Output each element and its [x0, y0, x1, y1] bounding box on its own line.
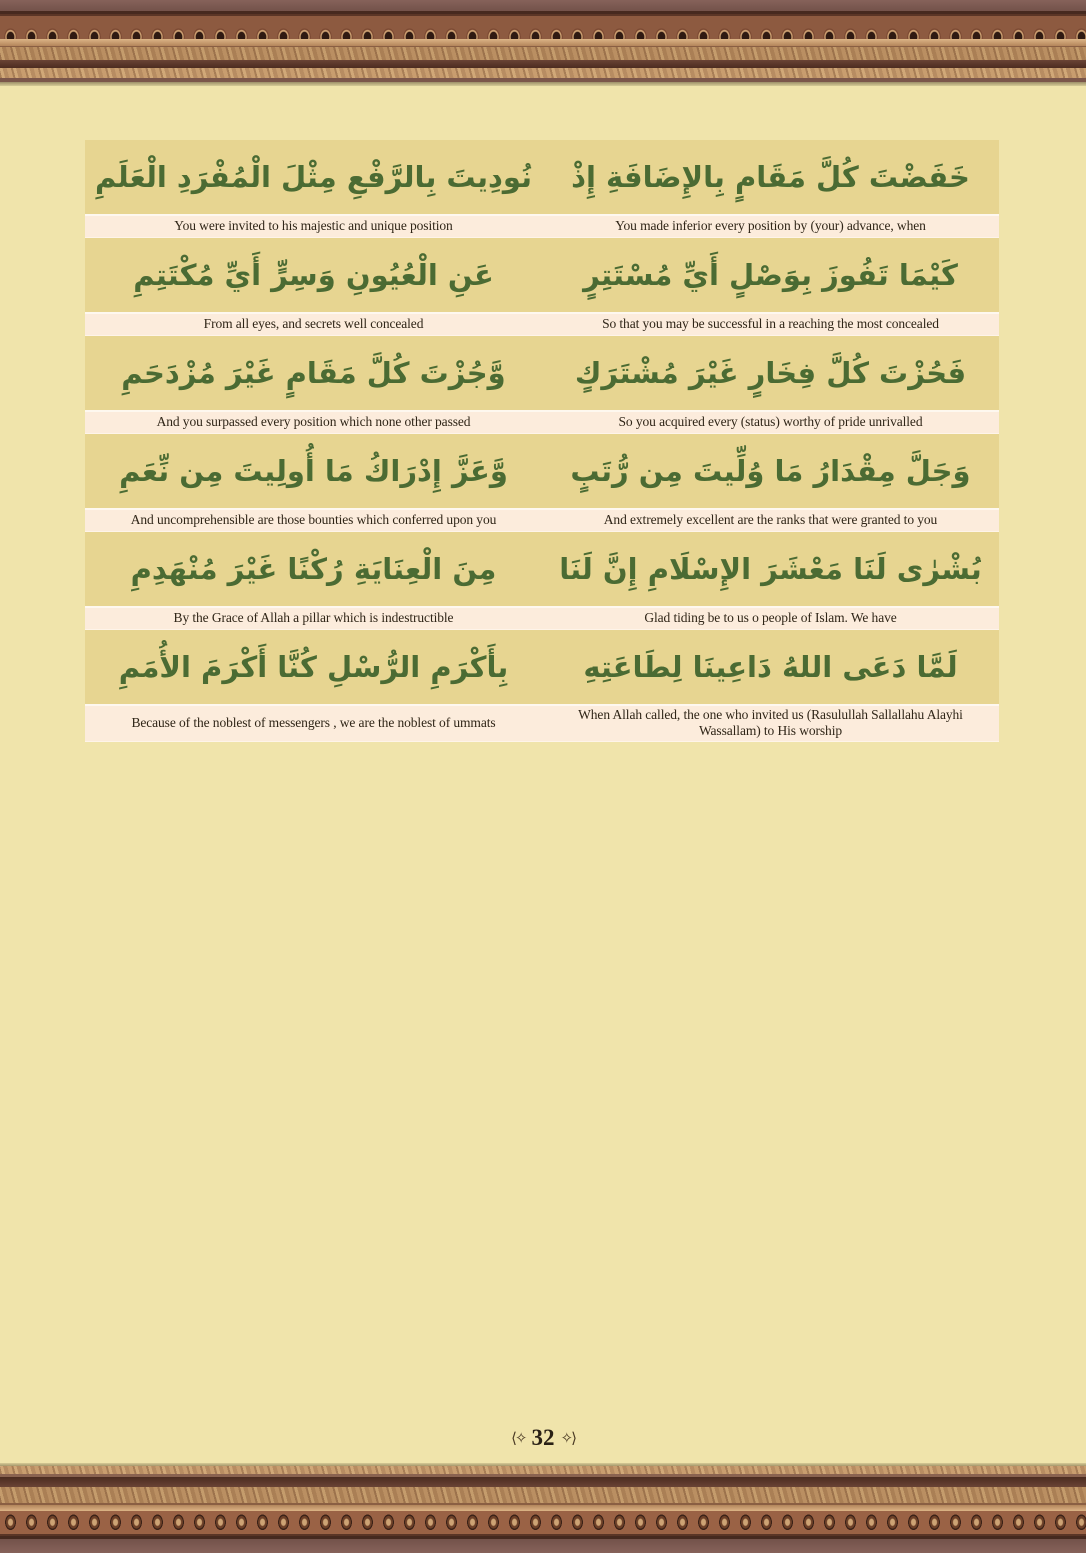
frame-tan-band [0, 1466, 1086, 1474]
arabic-verse-band [85, 140, 999, 214]
frame-page-edge [0, 82, 1086, 86]
translation-first: And extremely excellent are the ranks that were granted to you [603, 512, 938, 527]
frame-egg-and-dart-pattern [0, 1511, 1086, 1536]
translation-second: And uncomprehensible are those bounties which conferred upon you [130, 512, 497, 527]
translation-band [85, 704, 999, 742]
frame-dark-band [0, 1477, 1086, 1487]
arabic-verse-band [85, 532, 999, 606]
page-number [0, 1425, 1086, 1451]
ornate-frame-top [0, 0, 1086, 86]
translation-second: By the Grace of Allah a pillar which is indestructible [173, 610, 454, 625]
translation-first: When Allah called, the one who invited us (Rasulullah Sallallahu Alayhi Wassallam) to His worship [578, 707, 963, 738]
translation-second: You were invited to his majestic and unique position [174, 218, 453, 233]
arabic-verse-band [85, 630, 999, 704]
translation-second: From all eyes, and secrets well concealed [203, 316, 424, 331]
translation-second: And you surpassed every position which none other passed [156, 414, 471, 429]
arabic-hemistich-first: وَجَلَّ مِقْدَارُ مَا وُلِّيتَ مِن رُّتَبٍ [570, 454, 971, 488]
verse-row [85, 140, 999, 238]
arabic-verse-band [85, 434, 999, 508]
verse-row [85, 238, 999, 336]
frame-arcade-pattern [0, 14, 1086, 39]
page-number-ornament-right: ✧⟩ [560, 1431, 575, 1447]
arabic-hemistich-first: كَيْمَا تَفُوزَ بِوَصْلٍ أَيِّ مُسْتَتِرٍ [583, 258, 958, 292]
arabic-hemistich-first: لَمَّا دَعَى اللهُ دَاعِينَا لِطَاعَتِهِ [583, 650, 958, 684]
verse-row [85, 630, 999, 742]
frame-molding [0, 39, 1086, 46]
verse-table [85, 140, 999, 742]
translation-first: Glad tiding be to us o people of Islam. We have [644, 610, 897, 625]
arabic-verse-band [85, 238, 999, 312]
frame-flat-band [0, 0, 1086, 14]
frame-flat-band [0, 1539, 1086, 1553]
ornate-frame-bottom [0, 1463, 1086, 1553]
arabic-hemistich-first: خَفَضْتَ كُلَّ مَقَامٍ بِالإِضَافَةِ إِذْ [571, 160, 970, 194]
translation-first: So you acquired every (status) worthy of pride unrivalled [618, 414, 923, 429]
translation-band [85, 606, 999, 630]
arabic-hemistich-first: بُشْرٰى لَنَا مَعْشَرَ الإِسْلَامِ إِنَّ لَنَا [559, 552, 982, 586]
arabic-hemistich-second: نُودِيتَ بِالرَّفْعِ مِثْلَ الْمُفْرَدِ الْعَلَمِ [95, 160, 532, 194]
frame-tan-band [0, 68, 1086, 78]
verse-row [85, 434, 999, 532]
page-number-value: 32 [531, 1425, 555, 1450]
arabic-hemistich-first: فَحُزْتَ كُلَّ فِخَارٍ غَيْرَ مُشْتَرَكٍ [574, 356, 967, 390]
translation-band [85, 508, 999, 532]
verse-row [85, 336, 999, 434]
arabic-hemistich-second: وَّجُزْتَ كُلَّ مَقَامٍ غَيْرَ مُزْدَحَمِ [121, 356, 506, 390]
frame-gold-band [0, 1487, 1086, 1505]
page-number-ornament-left: ⟨✧ [511, 1431, 526, 1447]
translation-band [85, 410, 999, 434]
arabic-hemistich-second: بِأَكْرَمِ الرُّسْلِ كُنَّا أَكْرَمَ الأُمَمِ [118, 650, 509, 684]
arabic-hemistich-second: عَنِ الْعُيُونِ وَسِرٍّ أَيِّ مُكْتَتِمِ [133, 258, 494, 292]
translation-band [85, 312, 999, 336]
arabic-verse-band [85, 336, 999, 410]
translation-band [85, 214, 999, 238]
translation-first: You made inferior every position by (your) advance, when [615, 218, 926, 233]
verse-row [85, 532, 999, 630]
frame-gold-band [0, 46, 1086, 60]
translation-second: Because of the noblest of messengers , we are the noblest of ummats [131, 715, 496, 730]
translation-first: So that you may be successful in a reaching the most concealed [602, 316, 939, 331]
frame-dark-band [0, 60, 1086, 68]
arabic-hemistich-second: مِنَ الْعِنَايَةِ رُكْنًا غَيْرَ مُنْهَدِمِ [130, 552, 497, 586]
arabic-hemistich-second: وَّعَزَّ إِدْرَاكُ مَا أُولِيتَ مِن نِّعَمِ [119, 454, 508, 488]
